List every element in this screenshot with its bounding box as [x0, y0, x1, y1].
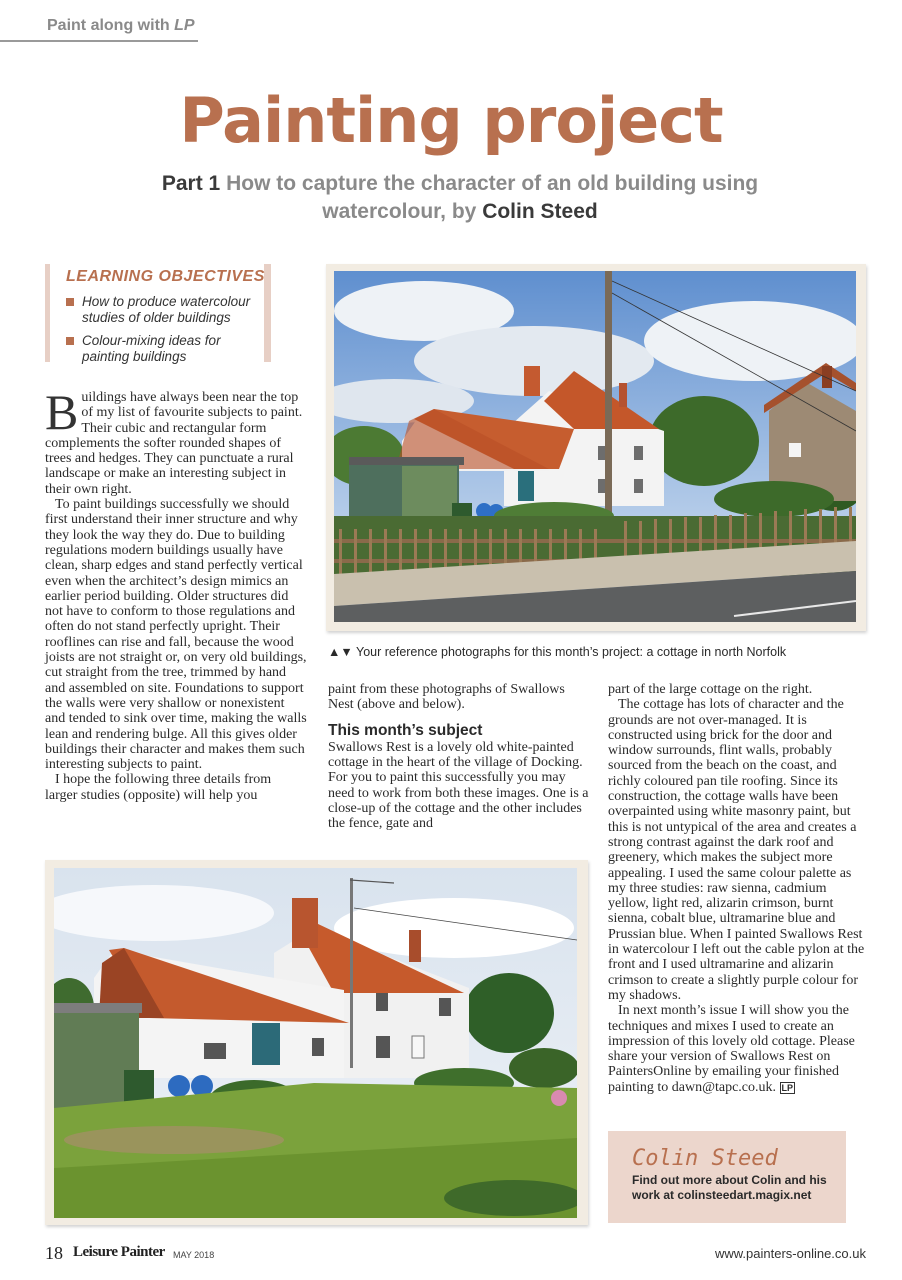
square-bullet-icon — [66, 337, 74, 345]
column-3 — [608, 682, 868, 1096]
paragraph: To paint buildings successfully we should first understand their inner structure and why they look the way they do. Due to building regulations modern buildings usually have clean, sharp edges and stand perfectly vertical even when the architect’s design mimics an earlier period building. Older structures did not have to conform to those regulations and often do not stand perfectly upright. Their rooflines can rise and fall, because the wood joists are not straight or, on very old buildings, cut straight from the tree, trimmed by hand and assembled on site. Foundations to support the walls were very shallow or nonexistent and tended to sink over time, making the walls lean and rendering bulge. All this gives older buildings their character and makes them such interesting subjects to paint. — [45, 497, 307, 773]
paragraph: I hope the following three details from larger studies (opposite) will help you — [45, 772, 272, 803]
subtitle-author: Colin Steed — [482, 200, 598, 223]
author-name: Colin Steed — [632, 1146, 778, 1171]
square-bullet-icon — [66, 298, 74, 306]
paragraph: In next month’s issue I will show you the techniques and mixes I used to create an impression of this lovely old cottage. Please share your version of Swallows Rest on PaintersOnline by emailing your finished painting to dawn@tapc.co.uk. — [608, 1003, 855, 1095]
section-tag — [0, 16, 198, 42]
page-title: Painting project — [179, 84, 723, 157]
paragraph: part of the large cottage on the right. — [608, 682, 813, 697]
section-tag-prefix: Paint along with — [47, 17, 170, 34]
paragraph: Swallows Rest is a lovely old white-painted cottage in the heart of the village of Docking. For you to paint this successfully you may need to work from both these images. One is a close-up of the cottage and the other includes the fence, gate and — [328, 739, 589, 832]
caption-arrows-icon: ▲▼ — [328, 645, 353, 659]
objective-text: Colour-mixing ideas for painting buildings — [82, 333, 221, 364]
section-tag-brand: LP — [174, 17, 195, 34]
magazine-logo: Leisure Painter — [73, 1244, 165, 1260]
dropcap: B — [45, 384, 79, 440]
objectives-heading: LEARNING OBJECTIVES — [66, 268, 265, 285]
author-note: Find out more about Colin and his work at colinsteedart.magix.net — [632, 1173, 827, 1202]
column-1 — [45, 384, 307, 803]
paragraph: uildings have always been near the top of my list of favourite subjects to paint. Their cubic and rectangular form complements the softer rounded shapes of trees and hedges. They can punctuate a rural landscape or make an interesting subject in their own right. — [45, 390, 303, 497]
website-url[interactable]: www.painters-online.co.uk — [714, 1246, 866, 1261]
photo-frame-bottom — [45, 860, 588, 1225]
paragraph: The cottage has lots of character and the grounds are not over-managed. It is constructed using brick for the door and window surrounds, flint walls, probably sourced from the beach on the coast, and richly coloured pan tile roofing. Since its construction, the cottage walls have been overpainted using white masonry paint, but this is not untypical of the area and creates a strong contrast against the dark roof and greenery, which makes the subject more appealing. I used the same colour palette as my three studies: raw sienna, cadmium yellow, light red, alizarin crimson, burnt sienna, cobalt blue, ultramarine blue and Prussian blue. When I painted Swallows Rest in watercolour I left out the cable pylon at the front and I used ultramarine and alizarin crimson to create a slightly purple colour for my shadows. — [608, 697, 865, 1003]
subtitle-part: Part 1 — [161, 172, 221, 195]
caption-text: Your reference photographs for this month’s project: a cottage in north Norfolk — [356, 645, 787, 659]
page-number: 18 — [45, 1243, 63, 1263]
issue-date: MAY 2018 — [173, 1250, 215, 1260]
photo-caption — [328, 645, 786, 659]
subheading: This month’s subject — [328, 721, 483, 739]
subtitle — [150, 170, 770, 226]
objective-item — [66, 333, 256, 365]
subtitle-text: How to capture the character of an old building using watercolour, by — [226, 172, 759, 223]
objective-text: How to produce watercolour studies of older buildings — [82, 294, 251, 325]
paragraph: paint from these photographs of Swallows Nest (above and below). — [328, 682, 565, 713]
objectives-bar-left — [45, 264, 50, 362]
photo-frame-top — [326, 264, 866, 631]
column-2 — [328, 682, 590, 832]
objective-item — [66, 294, 256, 326]
cottage-roadside-photo — [334, 271, 856, 622]
cottage-garden-photo — [54, 868, 577, 1218]
end-mark: LP — [781, 1082, 794, 1093]
objectives-bar-right — [264, 264, 271, 362]
